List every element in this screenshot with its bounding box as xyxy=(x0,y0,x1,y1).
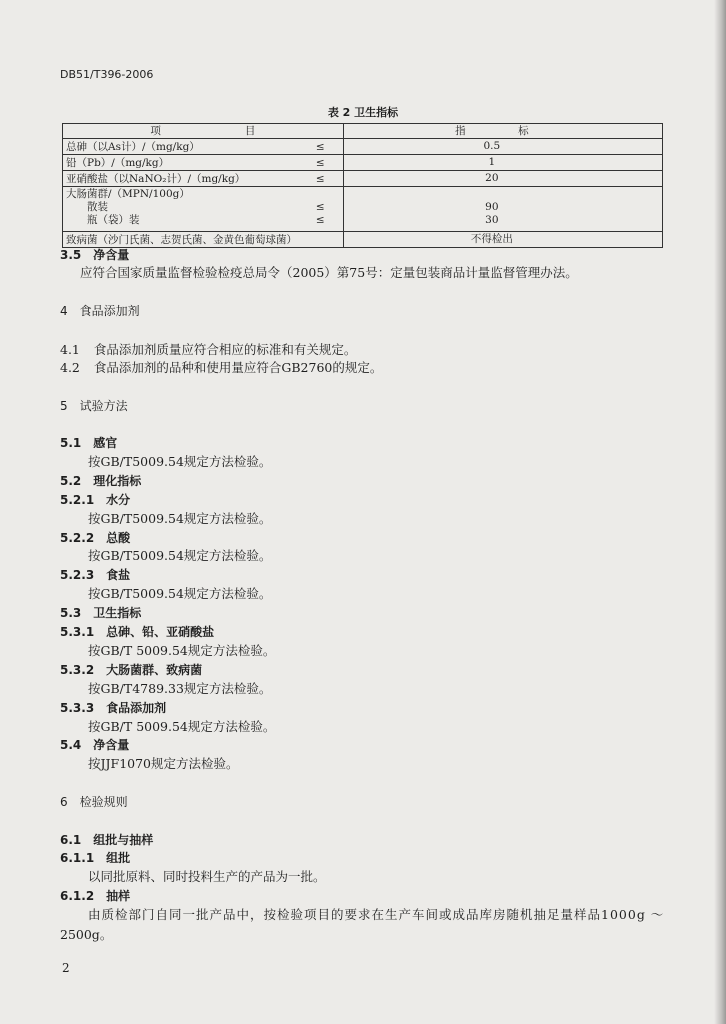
paragraph: 按GB/T5009.54规定方法检验。 xyxy=(88,586,272,601)
row-item: 铅（Pb）/（mg/kg） xyxy=(66,156,170,169)
row-op: ≤ xyxy=(315,156,325,169)
row-op: ≤ xyxy=(315,172,325,185)
row-item: 大肠菌群/（MPN/100g） xyxy=(66,188,190,200)
sub-row-value: 30 xyxy=(485,214,499,226)
paragraph: 按JJF1070规定方法检验。 xyxy=(88,756,239,771)
row-op: ≤ xyxy=(315,140,325,153)
row-item: 亚硝酸盐（以NaNO₂计）/（mg/kg） xyxy=(66,172,246,185)
table-row xyxy=(63,139,663,155)
table-row xyxy=(63,155,663,171)
numbered-paragraph: 4.1 食品添加剂质量应符合相应的标准和有关规定。 xyxy=(60,342,357,357)
section-heading: 6.1 组批与抽样 xyxy=(60,833,154,847)
chapter-heading: 6 检验规则 xyxy=(60,795,128,809)
hygiene-index-table xyxy=(62,123,663,248)
subsection-heading: 5.2.2 总酸 xyxy=(60,531,131,545)
section-heading: 5.4 净含量 xyxy=(60,738,130,752)
paragraph: 按GB/T5009.54规定方法检验。 xyxy=(88,548,272,563)
sub-row xyxy=(63,201,343,214)
section-heading: 5.2 理化指标 xyxy=(60,474,142,488)
paragraph-continuation: 2500g。 xyxy=(60,927,113,942)
subsection-heading: 5.2.3 食盐 xyxy=(60,568,131,582)
row-item: 总砷（以As计）/（mg/kg） xyxy=(66,140,200,153)
paragraph: 由质检部门自同一批产品中，按检验项目的要求在生产车间或成品库房随机抽足量样品1000g ～ xyxy=(88,907,665,922)
section-heading: 5.1 感官 xyxy=(60,436,118,450)
row-op: ≤ xyxy=(315,214,325,226)
subsection-heading: 5.3.1 总砷、铅、亚硝酸盐 xyxy=(60,625,215,639)
paragraph: 按GB/T4789.33规定方法检验。 xyxy=(88,681,272,696)
row-value: 1 xyxy=(488,156,496,168)
table-row xyxy=(63,187,663,232)
sub-row-label: 瓶（袋）装 xyxy=(87,214,140,226)
row-op: ≤ xyxy=(315,201,325,213)
numbered-paragraph: 4.2 食品添加剂的品种和使用量应符合GB2760的规定。 xyxy=(60,360,383,375)
row-value: 不得检出 xyxy=(470,233,513,245)
row-value: 0.5 xyxy=(483,140,501,152)
table-row xyxy=(63,232,663,248)
row-value: 20 xyxy=(485,172,499,184)
page-number: 2 xyxy=(62,961,70,975)
scan-edge-shadow xyxy=(714,0,726,1024)
document-code: DB51/T396-2006 xyxy=(60,68,154,81)
subsection-heading: 6.1.1 组批 xyxy=(60,851,131,865)
table-row xyxy=(63,171,663,187)
paragraph: 按GB/T 5009.54规定方法检验。 xyxy=(88,719,276,734)
header-value: 指 标 xyxy=(455,125,529,137)
header-item: 项 目 xyxy=(150,125,256,137)
chapter-heading: 4 食品添加剂 xyxy=(60,304,140,318)
paragraph: 以同批原料、同时投料生产的产品为一批。 xyxy=(88,869,326,884)
sub-row xyxy=(63,214,343,227)
subsection-heading: 5.2.1 水分 xyxy=(60,493,131,507)
table-header-row xyxy=(63,124,663,139)
subsection-heading: 5.3.3 食品添加剂 xyxy=(60,701,167,715)
paragraph: 按GB/T5009.54规定方法检验。 xyxy=(88,454,272,469)
paragraph: 按GB/T 5009.54规定方法检验。 xyxy=(88,643,276,658)
row-item: 致病菌（沙门氏菌、志贺氏菌、金黄色葡萄球菌） xyxy=(66,233,297,246)
paragraph: 应符合国家质量监督检验检疫总局令（2005）第75号：定量包装商品计量监督管理办法。 xyxy=(80,265,578,280)
section-heading: 3.5 净含量 xyxy=(60,248,130,262)
chapter-heading: 5 试验方法 xyxy=(60,399,128,413)
subsection-heading: 5.3.2 大肠菌群、致病菌 xyxy=(60,663,203,677)
section-heading: 5.3 卫生指标 xyxy=(60,606,142,620)
sub-row-label: 散装 xyxy=(87,201,108,213)
paragraph: 按GB/T5009.54规定方法检验。 xyxy=(88,511,272,526)
sub-row-value: 90 xyxy=(485,201,499,213)
subsection-heading: 6.1.2 抽样 xyxy=(60,889,131,903)
table-title: 表 2 卫生指标 xyxy=(327,106,399,119)
